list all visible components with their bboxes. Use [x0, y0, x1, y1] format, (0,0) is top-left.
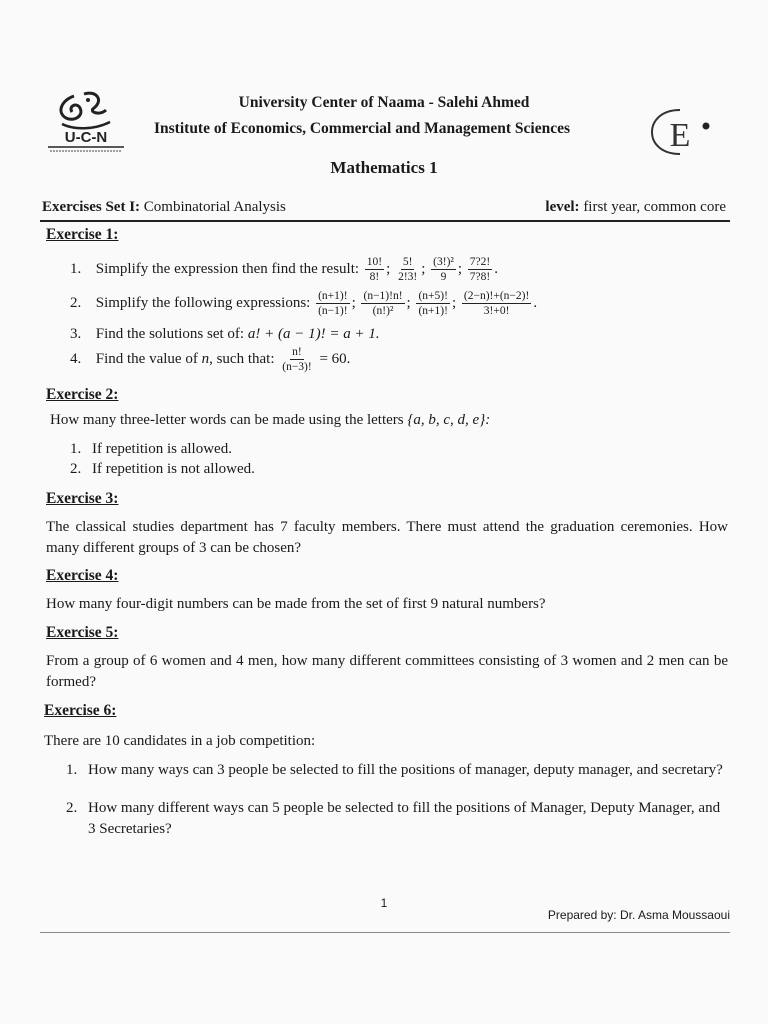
- ex2-letter-set: {a, b, c, d, e}:: [407, 412, 491, 428]
- institution-line-2: Institute of Economics, Commercial and Management Sciences: [154, 120, 571, 137]
- institute-logo: [646, 104, 718, 160]
- frac-numerator: n!: [290, 346, 304, 360]
- ex1-item-3-text: Find the solutions set of:: [95, 326, 245, 342]
- level-value: first year, common core: [583, 199, 726, 215]
- ex1-item-2: 2. Simplify the following expressions: $\frac{(n+1)!}{(n-1)!}$ ; $\frac{(n-1)!n!}{\text{(n!)²}}$ ; $\frac{(n+5)!}{(n+1)!}$ ; $\frac{(2-n)!+(n-2)!}{3!+0!}$ .: [70, 290, 538, 318]
- institution-line-1: University Center of Naama - Salehi Ahmed: [238, 94, 530, 111]
- exercise-set-line: [42, 199, 286, 216]
- frac-denominator: (n+1)!: [418, 305, 448, 318]
- page-number: 1: [380, 896, 388, 910]
- ex1-item-3-num: 3.: [70, 326, 82, 342]
- institute-logo-letter: E: [669, 117, 691, 154]
- ex1-item-4: [70, 346, 350, 373]
- frac-numerator: (3!)²: [431, 256, 456, 270]
- ex6-text: There are 10 candidates in a job competition:: [44, 733, 316, 749]
- ex1-item-4-rhs: = 60.: [319, 351, 351, 367]
- ex2-question: How many three-letter words can be made using the letters: [50, 412, 404, 428]
- level-label: level:: [545, 199, 580, 215]
- frac-denominator: 8!: [369, 271, 380, 284]
- ex4-text: How many four-digit numbers can be made from the set of first 9 natural numbers?: [46, 596, 546, 612]
- ex1-item-4-var: n: [201, 351, 210, 367]
- exercise-6-title: Exercise 6:: [44, 702, 117, 719]
- frac-denominator: 7?8!: [469, 271, 491, 284]
- ex1-item-4-text: Find the value of: [95, 351, 198, 367]
- ex1-expr-3: [416, 290, 449, 317]
- level-line: [545, 199, 726, 216]
- ex1-expr-4: [462, 290, 531, 317]
- frac-numerator: 5!: [401, 256, 415, 270]
- ex1-item-4-mid: , such that:: [209, 351, 275, 367]
- ex6-item-1-text: How many ways can 3 people be selected to fill the positions of manager, deputy manager, and secretary?: [88, 762, 723, 778]
- prepared-by: Prepared by: Dr. Asma Moussaoui: [547, 908, 730, 922]
- exercise-2-title: Exercise 2:: [46, 386, 119, 403]
- frac-denominator: 9: [440, 271, 447, 284]
- ex2-item-1-text: If repetition is allowed.: [92, 441, 232, 457]
- ex1-item-4-num: 4.: [70, 351, 82, 367]
- ex1-frac-3: [431, 256, 456, 283]
- header-divider: [40, 220, 730, 222]
- ex1-frac-2: [396, 256, 419, 283]
- frac-numerator: (2−n)!+(n−2)!: [462, 290, 531, 304]
- ex2-item-1: [70, 441, 232, 458]
- ex2-item-2-num: 2.: [70, 461, 82, 477]
- ucn-logo-text: U-C-N: [64, 129, 108, 146]
- frac-numerator: (n+5)!: [416, 290, 449, 304]
- ex3-text: The classical studies department has 7 faculty members. There must attend the graduation ceremonies. How many different groups of 3 can be chosen?: [46, 519, 728, 556]
- exercise-4-title: Exercise 4:: [46, 567, 119, 584]
- ex2-item-2: [70, 461, 255, 478]
- frac-denominator: (n!)²: [372, 305, 394, 318]
- footer-divider: [40, 932, 730, 933]
- ex6-item-1-num: 1.: [66, 762, 78, 778]
- exercise-set-topic: Combinatorial Analysis: [143, 199, 286, 215]
- ex5-text: From a group of 6 women and 4 men, how many different committees consisting of 3 women and 2 men can be formed?: [46, 653, 728, 690]
- ex1-frac-4: [468, 256, 492, 283]
- frac-numerator: 10!: [365, 256, 384, 270]
- exercise-5-title: Exercise 5:: [46, 624, 119, 641]
- ex1-frac-1: [365, 256, 384, 283]
- ex1-item-1-num: 1.: [70, 261, 82, 277]
- ex6-item-2-text: How many different ways can 5 people be selected to fill the positions of Manager, Deputy Manager, and 3 Secretaries?: [88, 800, 721, 837]
- ex6-item-1: [66, 760, 730, 781]
- exercise-set-label: Exercises Set I:: [42, 199, 141, 215]
- ex1-item-3: [70, 326, 380, 343]
- ex2-item-1-num: 1.: [70, 441, 82, 457]
- ex6-item-2: [66, 798, 730, 840]
- ex6-item-2-num: 2.: [66, 800, 78, 816]
- frac-denominator: (n−3)!: [282, 361, 312, 374]
- frac-numerator: (n−1)!n!: [361, 290, 404, 304]
- exercise-1-title: Exercise 1:: [46, 226, 119, 243]
- ex1-expr-2: [361, 290, 404, 317]
- ex2-item-2-text: If repetition is not allowed.: [92, 461, 255, 477]
- course-title: Mathematics 1: [330, 158, 438, 177]
- ex1-item-1-text: Simplify the expression then find the result:: [95, 261, 360, 277]
- ex1-item-4-frac: [280, 346, 313, 373]
- ex1-item-2-num: 2.: [70, 295, 82, 311]
- exercise-3-title: Exercise 3:: [46, 490, 119, 507]
- ex1-expr-1: [316, 290, 349, 317]
- ex1-item-2-text: Simplify the following expressions:: [95, 295, 311, 311]
- frac-numerator: 7?2!: [468, 256, 492, 270]
- frac-denominator: 3!+0!: [483, 305, 510, 318]
- ex1-item-1: 1. Simplify the expression then find the result: $\frac{10!}{8!}$ ; $\frac{5!}{2!3!}$ ; $\frac{\text{(3!)²}}{9}$ ; $\frac{7?2!}{7?8!}$ .: [70, 256, 498, 284]
- frac-denominator: 2!3!: [398, 271, 418, 284]
- ex2-text: [50, 412, 490, 429]
- ex1-item-3-equation: a! + (a − 1)! = a + 1.: [247, 326, 380, 342]
- frac-denominator: (n−1)!: [318, 305, 348, 318]
- frac-numerator: (n+1)!: [316, 290, 349, 304]
